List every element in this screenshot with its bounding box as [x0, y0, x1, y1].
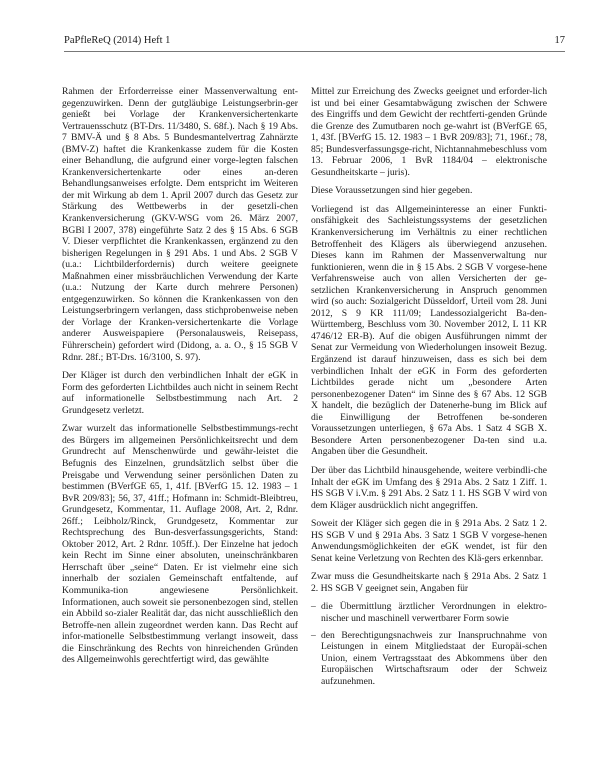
left-column	[62, 86, 298, 673]
paragraph: Rahmen der Erforderreisse einer Massenverwaltung ent-gegenzuwirken. Denn der gutgläubige Leistungserbrin-ger genießt bei Vorlage der Krankenversichertenkarte Vertrauensschutz (BT-Drs. 11/3480, S. 68f.). Nach § 19 Abs. 7 BMV-Ä und § 8 Abs. 5 Bundesmantelvertrag Zahnärzte (BMV-Z) haftet die Krankenkasse zudem für die Kosten einer Behandlung, die aufgrund einer vorge-legten falschen Krankenversichertenkarte oder eines an-deren Behandlungsanweises erfolgte. Dem entspricht im Weiteren der mit Wirkung ab dem 1. April 2007 durch das Gesetz zur Stärkung des Wettbewerbs in der gesetzli-chen Krankenversicherung (GKV-WSG vom 26. März 2007, BGBl I 2007, 378) eingeführte Satz 2 des § 15 Abs. 6 SGB V. Dieser verpflichtet die Krankenkassen, ergänzend zu den bisherigen Regelungen in § 291 Abs. 1 und Abs. 2 SGB V (u.a.: Lichtbilderfordernis) durch weitere geeignete Maßnahmen einer missbräuchlichen Verwendung der Karte (u.a.: Nutzung der Karte durch mehrere Personen) entgegenzuwirken. So können die Krankenkassen von den Leistungserbringern verlangen, dass stichprobenweise neben der Vorlage der Kranken-versichertenkarte die Vorlage anderer Ausweispapiere (Personalausweis, Reisepass, Führerschein) gefordert wird (Didong, a. a. O., § 15 SGB V Rdnr. 28f.; BT-Drs. 16/3100, S. 97).	[62, 86, 298, 363]
page-header	[64, 35, 565, 47]
paragraph: Der Kläger ist durch den verbindlichen Inhalt der eGK in Form des geforderten Lichtbildes auch nicht in seinem Recht auf informationelle Selbstbestimmung nach Art. 2 Grundgesetz verletzt.	[62, 370, 298, 416]
list-item-text: den Berechtigungsnachweis zur Inanspruchnahme von Leistungen in einem Mitgliedstaat der Europäi-schen Union, einem Vertragsstaat des Abkommens über den Europäischen Wirtschaftsraum oder der Schweiz aufzunehmen.	[321, 629, 547, 687]
page-number: 17	[554, 35, 565, 46]
paragraph: Zwar muss die Gesundheitskarte nach § 291a Abs. 2 Satz 1 2. HS SGB V geeignet sein, Angaben für	[311, 571, 547, 594]
dash-list	[311, 601, 547, 687]
paragraph: Zwar wurzelt das informationelle Selbstbestimmungs-recht des Bürgers im allgemeinen Persönlichkeitsrecht und dem Grundrecht auf Menschenwürde und gewähr-leistet die Befugnis des Einzelnen, grundsätzlich selbst über die Preisgabe und Verwendung seiner persönlichen Daten zu bestimmen (BVerfGE 65, 1, 41f. [BVerfG 15. 12. 1983 – 1 BvR 209/83]; 56, 37, 41ff.; Hofmann in: Schmidt-Bleibtreu, Grundgesetz, Kommentar, 11. Auflage 2008, Art. 2, Rdnr. 26ff.; Leibholz/Rinck, Grundgesetz, Kommentar zur Rechtsprechung des Bun-desverfassungsgerichts, Stand: Oktober 2012, Art. 2 Rdnr. 105ff.). Der Einzelne hat jedoch kein Recht im Sinne einer absoluten, uneinschränkbaren Herrschaft über „seine“ Daten. Er ist vielmehr eine sich innerhalb der sozialen Gemeinschaft entfaltende, auf Kommunika-tion angewiesene Persönlichkeit. Informationen, auch soweit sie personenbezogen sind, stellen ein Abbild so-zialer Realität dar, das nicht ausschließlich den Betroffe-nen allein zugeordnet werden kann. Das Recht auf infor-mationelle Selbstbestimmung verlangt insoweit, dass die Einschränkung des Rechts von hinreichenden Gründen des Allgemeinwohls gerechtfertigt wird, das gewählte	[62, 423, 298, 666]
paragraph: Diese Voraussetzungen sind hier gegeben.	[311, 185, 473, 197]
list-item-text: die Übermittlung ärztlicher Verordnungen in elektro-nischer und maschinell verwertbarer Form sowie	[321, 601, 547, 624]
paragraph: Der über das Lichtbild hinausgehende, weitere verbindli-che Inhalt der eGK im Umfang des § 291a Abs. 2 Satz 1 Ziff. 1. HS SGB V i.V.m. § 291 Abs. 2 Satz 1 1. HS SGB V wird von dem Kläger ausdrücklich nicht angegriffen.	[311, 464, 547, 511]
list-marker: –	[311, 629, 316, 641]
right-column	[311, 86, 547, 694]
journal-reference: PaPfleReQ (2014) Heft 1	[64, 35, 171, 46]
header-rule	[64, 51, 565, 52]
list-marker: –	[311, 601, 316, 613]
paragraph: Soweit der Kläger sich gegen die in § 291a Abs. 2 Satz 1 2. HS SGB V und § 291a Abs. 3 Satz 1 SGB V vorgese-henen Anwendungsmöglichkeiten der eGK wendet, ist für den Senat keine Verletzung von Rechten des Klä-gers erkennbar.	[311, 518, 547, 564]
list-item	[311, 601, 547, 624]
list-item	[311, 630, 547, 688]
paragraph: Vorliegend ist das Allgemeininteresse an einer Funkti-onsfähigkeit des Sachleistungssystems der gesetzlichen Krankenversicherung im Verhältnis zu einer rechtlichen Betroffenheit des Klägers als überwiegend anzusehen. Dieses kann im Rahmen der Massenverwaltung nur funktionieren, wenn die in § 15 Abs. 2 SGB V vorgese-hene Verfahrensweise auch von allen Versicherten der ge-setzlichen Krankenversicherung in Anspruch genommen wird (so auch: Sozialgericht Düsseldorf, Urteil vom 28. Juni 2012, S 9 KR 111/09; Landessozialgericht Ba-den-Württemberg, Beschluss vom 30. November 2012, L 11 KR 4746/12 ER-B). Auf die obigen Ausführungen nimmt der Senat zur Vermeidung von Wiederholungen insoweit Bezug. Ergänzend ist darauf hinzuweisen, dass es sich bei dem verbindlichen Inhalt der eGK in Form des geforderten Lichtbildes gerade nicht um „besondere Arten personenbezogener Daten“ im Sinne des § 67 Abs. 12 SGB X handelt, die bezüglich der Datenerhe-bung im Blick auf die Einwilligung der Betroffenen be-sonderen Voraussetzungen unterliegen, § 67a Abs. 1 Satz 4 SGB X. Besondere Arten personenbezogener Da-ten sind u.a. Angaben über die Gesundheit.	[311, 203, 547, 458]
paragraph: Mittel zur Erreichung des Zwecks geeignet und erforder-lich ist und bei einer Gesamtabwägung zwischen der Schwere des Eingriffs und dem Gewicht der rechtferti-genden Gründe die Grenze des Zumutbaren noch ge-wahrt ist (BVerfGE 65, 1, 43f. [BVerfG 15. 12. 1983 – 1 BvR 209/83]; 71, 196f.; 78, 85; Bundesverfassungsge-richt, Nichtannahmebeschluss vom 13. Februar 2006, 1 BvR 1184/04 – elektronische Gesundheitskarte – juris).	[311, 86, 547, 178]
